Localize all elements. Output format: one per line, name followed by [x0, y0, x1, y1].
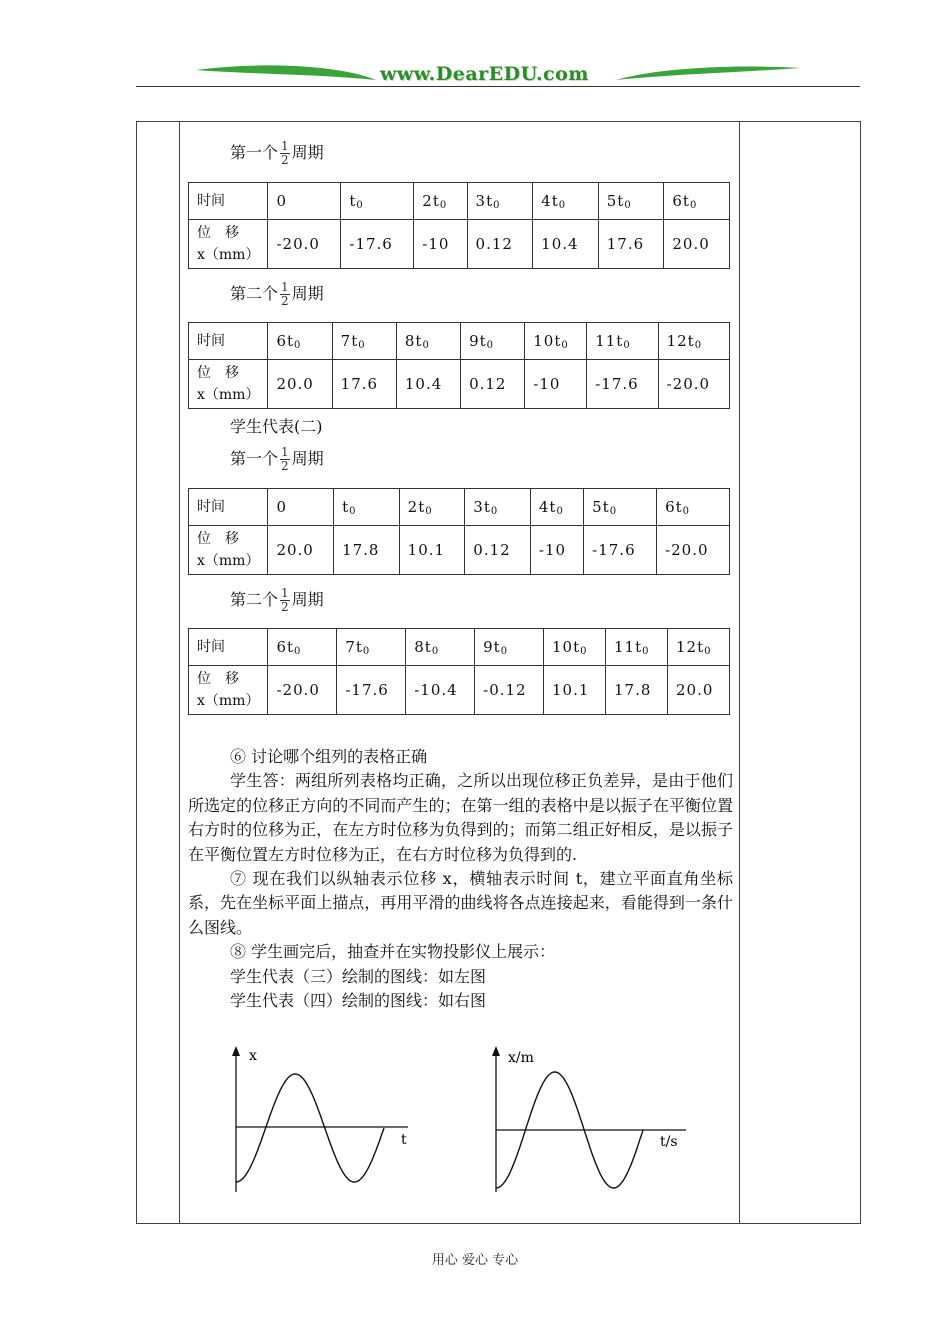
time-header-label: 时间: [189, 629, 268, 666]
time-cell: $9t_0$: [475, 629, 544, 666]
heading-second-half-period-2: 第二个 $\frac{1}{2}$ 周期: [230, 586, 324, 614]
time-cell: $5t_0$: [598, 183, 664, 220]
displacement-cell: 10.4: [396, 360, 460, 409]
time-cell: $8t_0$: [396, 323, 460, 360]
sine-curve: [236, 1074, 384, 1182]
displacement-table-1b: [188, 322, 730, 409]
displacement-cell: -0.12: [475, 666, 544, 715]
discussion-item-6: ⑥ 讨论哪个组列的表格正确: [230, 747, 428, 766]
fraction: $\frac{1}{2}$: [281, 280, 289, 308]
time-cell: $4t_0$: [530, 489, 583, 526]
time-cell: $4t_0$: [533, 183, 599, 220]
time-header-label: 时间: [189, 183, 268, 220]
site-logo-text: www.DearEDU.com: [380, 63, 589, 85]
displacement-cell: 10.1: [544, 666, 606, 715]
time-cell: $7t_0$: [337, 629, 406, 666]
displacement-cell: 17.6: [598, 220, 664, 269]
heading-first-half-period-2: 第一个 $\frac{1}{2}$ 周期: [230, 445, 324, 473]
displacement-cell: 20.0: [667, 666, 729, 715]
time-cell: $3t_0$: [467, 183, 533, 220]
time-cell: $9t_0$: [461, 323, 525, 360]
time-header-label: 时间: [189, 489, 268, 526]
time-cell: $2t_0$: [414, 183, 467, 220]
fraction: $\frac{1}{2}$: [281, 139, 289, 167]
displacement-header-label: 位 移 x（mm）: [189, 526, 268, 575]
student-answer: 学生答：两组所列表格均正确，之所以出现位移正负差异，是由于他们所选定的位移正方向的不同而产生的；在第一组的表格中是以振子在平衡位置右方时的位移为正，在左方时位移为负得到的；而第二组正好相反，是以振子在平衡位置左方时位移为正，在右方时位移为负得到的.: [188, 771, 733, 864]
displacement-cell: 17.8: [334, 526, 400, 575]
time-cell: $8t_0$: [406, 629, 475, 666]
displacement-cell: 0.12: [467, 220, 533, 269]
discussion-item-7: ⑦ 现在我们以纵轴表示位移 x，横轴表示时间 t，建立平面直角坐标系，先在坐标平面上描点，再用平滑的曲线将各点连接起来，看能得到一条什么图线。: [188, 869, 733, 937]
displacement-cell: -20.0: [657, 526, 730, 575]
time-cell: 0: [268, 183, 341, 220]
student-3-note: 学生代表（三）绘制的图线：如左图: [230, 966, 487, 986]
displacement-cell: 17.6: [332, 360, 396, 409]
displacement-table-2b: [188, 628, 730, 715]
y-axis-arrow: [492, 1046, 500, 1056]
displacement-cell: -17.6: [337, 666, 406, 715]
sine-plot-right: [478, 1044, 698, 1194]
displacement-header-label: 位 移 x（mm）: [189, 360, 268, 409]
footer-motto: 用心 爱心 专心: [431, 1253, 519, 1268]
time-cell: $10t_0$: [525, 323, 587, 360]
time-cell: $12t_0$: [667, 629, 729, 666]
frame-right-divider: [739, 121, 740, 1224]
x-axis-label: t/s: [660, 1134, 678, 1150]
displacement-cell: -20.0: [658, 360, 729, 409]
heading-first-half-period-1: 第一个 $\frac{1}{2}$ 周期: [230, 139, 324, 167]
displacement-cell: -17.6: [587, 360, 658, 409]
displacement-cell: 0.12: [461, 360, 525, 409]
displacement-cell: -10: [525, 360, 587, 409]
fraction: $\frac{1}{2}$: [281, 586, 289, 614]
sine-plot-left: [218, 1044, 428, 1194]
time-cell: $12t_0$: [658, 323, 729, 360]
displacement-cell: -20.0: [268, 220, 341, 269]
displacement-table-2a: [188, 488, 730, 575]
displacement-cell: 20.0: [268, 360, 332, 409]
displacement-cell: -20.0: [268, 666, 337, 715]
fraction: $\frac{1}{2}$: [281, 445, 289, 473]
y-axis-label: x/m: [508, 1050, 534, 1066]
time-cell: $t_0$: [334, 489, 400, 526]
displacement-cell: -17.6: [341, 220, 414, 269]
time-cell: 0: [268, 489, 334, 526]
displacement-header-label: 位 移 x（mm）: [189, 666, 268, 715]
time-cell: $6t_0$: [664, 183, 730, 220]
displacement-cell: 20.0: [268, 526, 334, 575]
time-cell: $11t_0$: [606, 629, 668, 666]
x-axis-label: t: [401, 1132, 407, 1148]
heading-second-half-period-1: 第二个 $\frac{1}{2}$ 周期: [230, 280, 324, 308]
section-title-student-2: 学生代表(二): [230, 417, 323, 436]
displacement-cell: -10: [530, 526, 583, 575]
time-cell: $5t_0$: [584, 489, 657, 526]
displacement-cell: 10.1: [399, 526, 465, 575]
time-cell: $11t_0$: [587, 323, 658, 360]
y-axis-label: x: [249, 1048, 257, 1064]
displacement-cell: -17.6: [584, 526, 657, 575]
discussion-item-8: ⑧ 学生画完后，抽查并在实物投影仪上展示：: [230, 942, 556, 962]
time-header-label: 时间: [189, 323, 268, 360]
time-cell: $6t_0$: [268, 629, 337, 666]
y-axis-arrow: [232, 1046, 240, 1056]
frame-left-divider: [179, 121, 180, 1224]
time-cell: $t_0$: [341, 183, 414, 220]
time-cell: $3t_0$: [465, 489, 531, 526]
time-cell: $6t_0$: [657, 489, 730, 526]
displacement-cell: -10: [414, 220, 467, 269]
time-cell: $6t_0$: [268, 323, 332, 360]
student-4-note: 学生代表（四）绘制的图线：如右图: [230, 991, 487, 1011]
displacement-cell: 0.12: [465, 526, 531, 575]
discussion-text: [188, 745, 733, 1013]
displacement-table-1a: [188, 182, 730, 269]
displacement-cell: 20.0: [664, 220, 730, 269]
header-rule: [136, 86, 860, 87]
displacement-cell: -10.4: [406, 666, 475, 715]
displacement-cell: 17.8: [606, 666, 668, 715]
time-cell: $7t_0$: [332, 323, 396, 360]
displacement-cell: 10.4: [533, 220, 599, 269]
time-cell: $2t_0$: [399, 489, 465, 526]
displacement-header-label: 位 移 x（mm）: [189, 220, 268, 269]
time-cell: $10t_0$: [544, 629, 606, 666]
